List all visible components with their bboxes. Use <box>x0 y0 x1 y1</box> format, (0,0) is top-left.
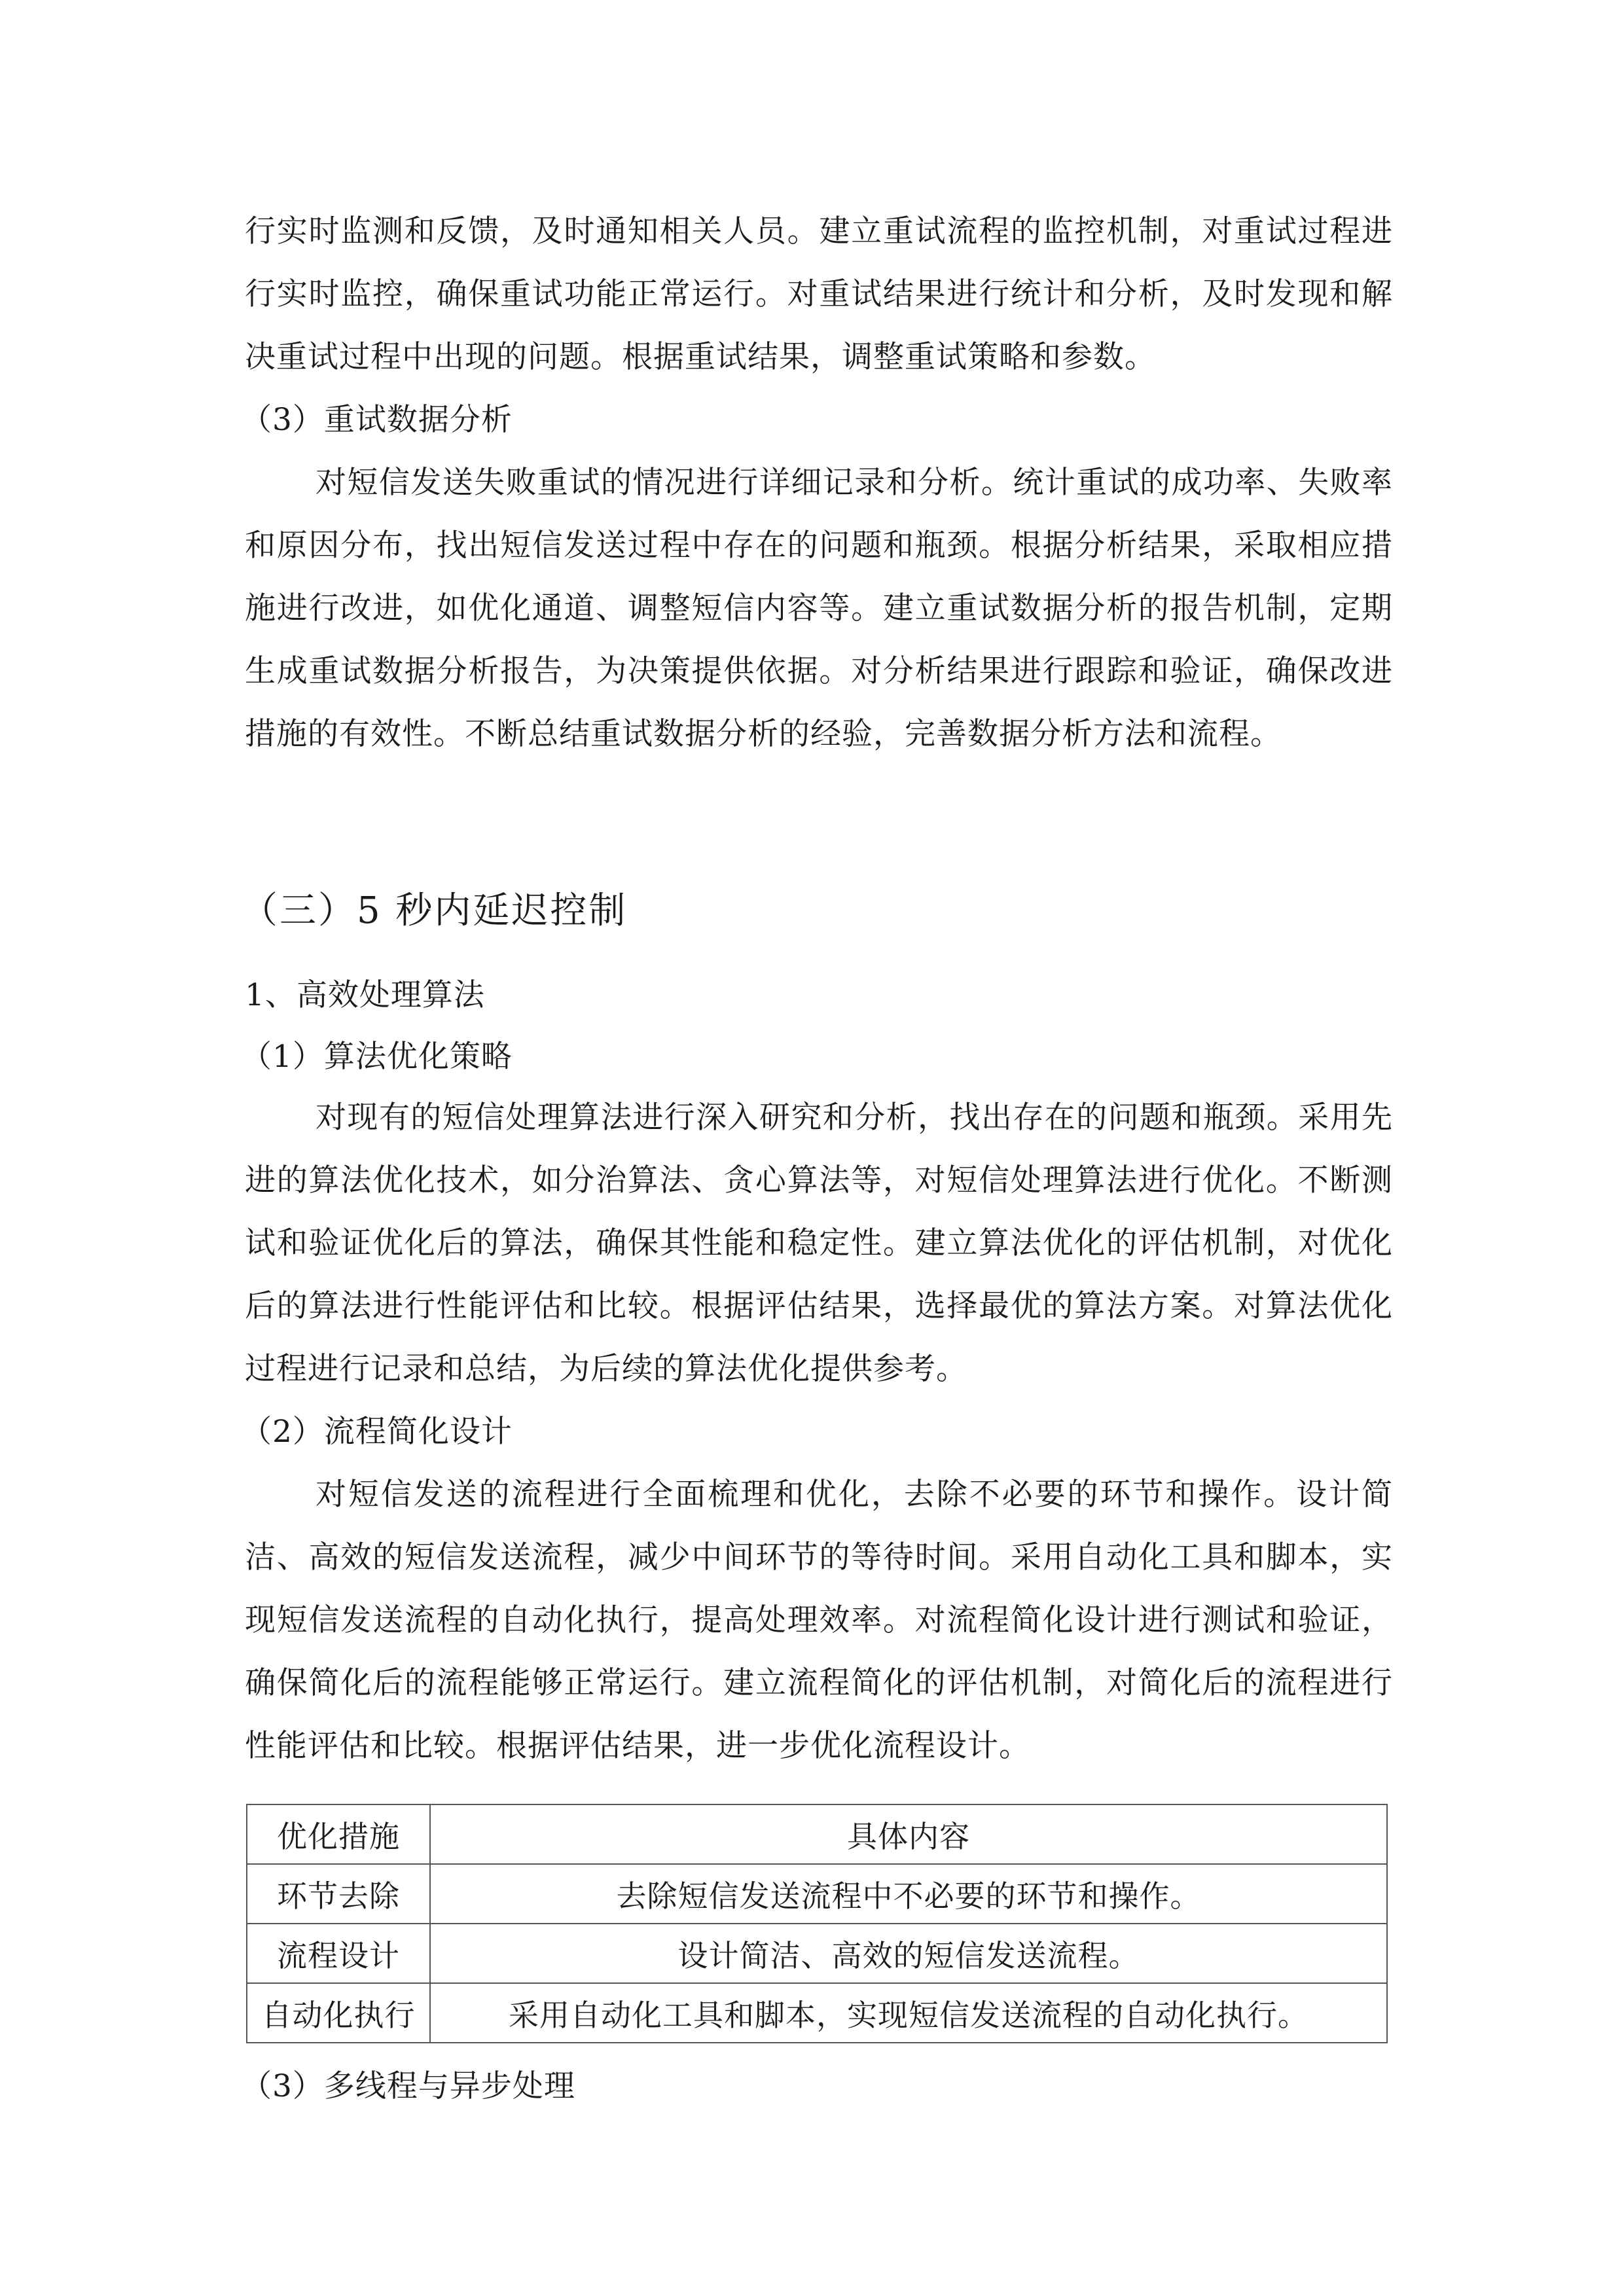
process-simplification-heading: （2）流程简化设计 <box>241 1414 513 1450</box>
algorithm-optimization-heading: （1）算法优化策略 <box>241 1039 513 1075</box>
retry-data-analysis-heading: （3）重试数据分析 <box>241 402 513 438</box>
process-simplification-paragraph: 对短信发送的流程进行全面梳理和优化，去除不必要的环节和操作。设计简洁、高效的短信发送流程，减少中间环节的等待时间。采用自动化工具和脚本，实现短信发送流程的自动化执行，提高处理效率。对流程简化设计进行测试和验证，确保简化后的流程能够正常运行。建立流程简化的评估机制，对简化后的流程进行性能评估和比较。根据评估结果，进一步优化流程设计。 <box>245 1477 1393 1764</box>
table-cell: 流程设计 <box>247 1924 430 1983</box>
retry-process-paragraph: 行实时监测和反馈，及时通知相关人员。建立重试流程的监控机制，对重试过程进行实时监控，确保重试功能正常运行。对重试结果进行统计和分析，及时发现和解决重试过程中出现的问题。根据重试结果，调整重试策略和参数。 <box>245 213 1393 375</box>
table-row <box>247 1864 1387 1924</box>
table-cell: 自动化执行 <box>247 1983 430 2043</box>
retry-section <box>241 200 1393 766</box>
multithreading-heading: （3）多线程与异步处理 <box>241 2068 575 2104</box>
table-header-row <box>247 1804 1387 1864</box>
delay-control-section <box>241 859 1393 1778</box>
table-cell: 去除短信发送流程中不必要的环节和操作。 <box>430 1864 1387 1924</box>
retry-data-analysis-paragraph: 对短信发送失败重试的情况进行详细记录和分析。统计重试的成功率、失败率和原因分布，找出短信发送过程中存在的问题和瓶颈。根据分析结果，采取相应措施进行改进，如优化通道、调整短信内容等。建立重试数据分析的报告机制，定期生成重试数据分析报告，为决策提供依据。对分析结果进行跟踪和验证，确保改进措施的有效性。不断总结重试数据分析的经验，完善数据分析方法和流程。 <box>245 465 1393 752</box>
table-cell: 环节去除 <box>247 1864 430 1924</box>
table-header-cell: 具体内容 <box>430 1804 1387 1864</box>
efficient-algorithm-heading: 1、高效处理算法 <box>245 977 485 1013</box>
optimization-measures-table <box>246 1804 1388 2043</box>
table-row <box>247 1924 1387 1983</box>
table-row <box>247 1983 1387 2043</box>
algorithm-optimization-paragraph: 对现有的短信处理算法进行深入研究和分析，找出存在的问题和瓶颈。采用先进的算法优化技术，如分治算法、贪心算法等，对短信处理算法进行优化。不断测试和验证优化后的算法，确保其性能和稳定性。建立算法优化的评估机制，对优化后的算法进行性能评估和比较。根据评估结果，选择最优的算法方案。对算法优化过程进行记录和总结，为后续的算法优化提供参考。 <box>245 1100 1393 1387</box>
table-cell: 设计简洁、高效的短信发送流程。 <box>430 1924 1387 1983</box>
table-header-cell: 优化措施 <box>247 1804 430 1864</box>
table-cell: 采用自动化工具和脚本，实现短信发送流程的自动化执行。 <box>430 1983 1387 2043</box>
delay-control-heading: （三）5 秒内延迟控制 <box>241 889 628 932</box>
